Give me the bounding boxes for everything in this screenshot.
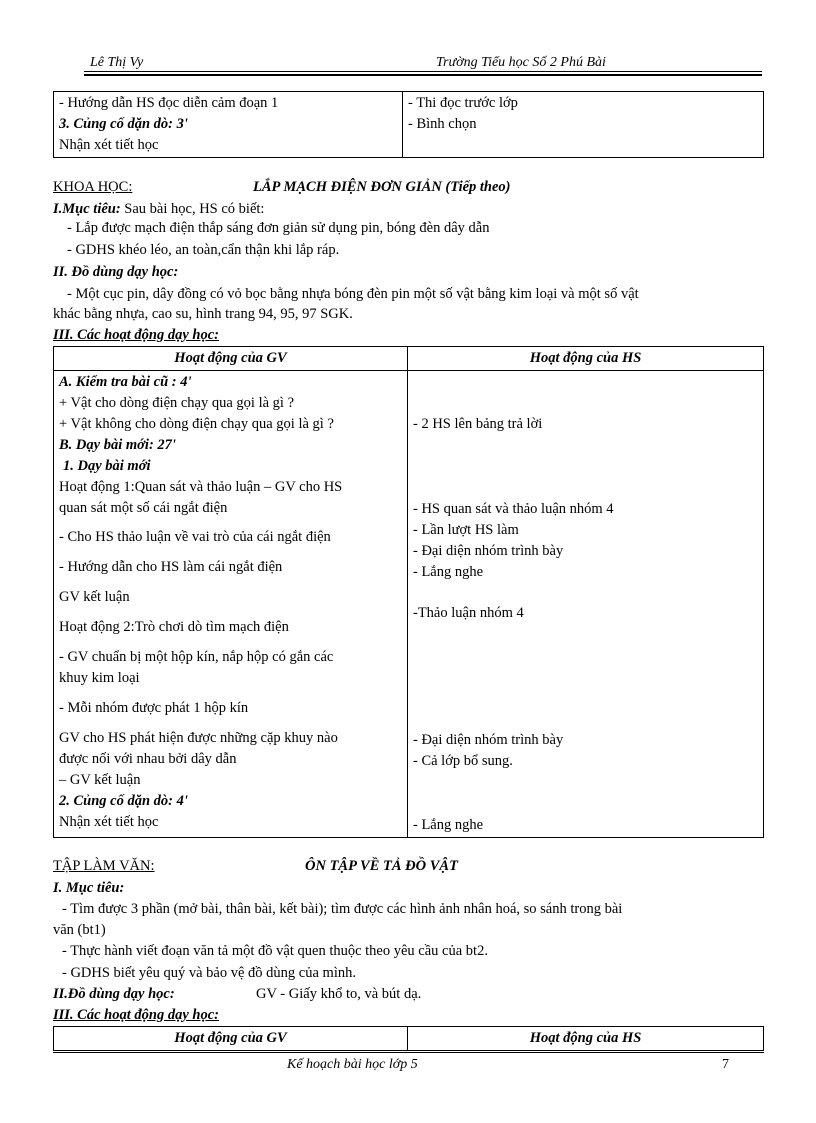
khoa-hoc-muc-tieu-item-1: - Lắp được mạch điện thắp sáng đơn giản sử dụng pin, bóng đèn dây dẫn [67,220,490,236]
header-rule-thin [84,71,762,72]
khoa-hoc-do-dung-line-1: - Một cục pin, dây đồng có vỏ bọc bằng nhựa bóng đèn pin một số vật bằng kim loại và một số vật [67,286,639,302]
gv-line-1: A. Kiểm tra bài cũ : 4' [59,374,192,390]
gv-line-14: - Mỗi nhóm được phát 1 hộp kín [59,700,249,716]
khoa-hoc-hoat-dong-label: III. Các hoạt động dạy học: [53,327,219,343]
tap-lam-van-header-hs: Hoạt động của HS [408,1027,764,1052]
gv-line-16: được nối với nhau bởi dây dẫn [59,751,237,767]
tap-lam-van-title: ÔN TẬP VỀ TẢ ĐỒ VẬT [305,858,458,874]
khoa-hoc-do-dung-line-2: khác bằng nhựa, cao su, hình trang 94, 95, 97 SGK. [53,306,353,322]
gv-line-6: Hoạt động 1:Quan sát và thảo luận – GV cho HS [59,479,343,495]
khoa-hoc-subject: KHOA HỌC [53,179,129,195]
header-rule-thick [84,74,762,76]
gv-line-11: Hoạt động 2:Trò chơi dò tìm mạch điện [59,619,289,635]
hs-line-1: - 2 HS lên bảng trả lời [413,416,543,432]
gv-line-19: Nhận xét tiết học [59,814,159,830]
tap-lam-van-muc-tieu-label: I. Mục tiêu: [53,880,125,896]
tap-lam-van-subject: TẬP LÀM VĂN [53,858,151,874]
gv-line-4: B. Dạy bài mới: 27' [59,437,176,453]
tap-lam-van-do-dung-text: GV - Giấy khổ to, và bút dạ. [256,986,422,1002]
tap-lam-van-item-2: văn (bt1) [53,922,106,938]
gv-line-10: GV kết luận [59,589,130,605]
khoa-hoc-muc-tieu [53,201,264,218]
top-right-line-1: - Thi đọc trước lớp [408,95,518,111]
tap-lam-van-do-dung-label: II.Đồ dùng dạy học: [53,986,175,1002]
khoa-hoc-muc-tieu-item-2: - GDHS khéo léo, an toàn,cẩn thận khi lắp ráp. [67,242,340,258]
tap-lam-van-table-header [53,1026,764,1053]
footer-center: Kế hoạch bài học lớp 5 [287,1057,418,1072]
top-left-line-1: - Hướng dẫn HS đọc diễn cảm đoạn 1 [59,95,279,111]
top-left-line-3: Nhận xét tiết học [59,137,159,153]
tap-lam-van-subject-wrap: TẬP LÀM VĂN: [53,858,155,874]
khoa-hoc-muc-tieu-label: I.Mục tiêu: [53,201,121,217]
tap-lam-van-item-1: - Tìm được 3 phần (mở bài, thân bài, kết bài); tìm được các hình ảnh nhân hoá, so sánh trong bài [62,901,623,917]
top-continuation-table [53,91,764,158]
top-table-left-cell [54,92,403,158]
khoa-hoc-header-hs: Hoạt động của HS [408,347,764,371]
top-right-line-2: - Bình chọn [408,116,477,132]
khoa-hoc-subject-wrap: KHOA HỌC: [53,179,133,195]
tap-lam-van-item-3: - Thực hành viết đoạn văn tả một đồ vật quen thuộc theo yêu cầu của bt2. [62,943,488,959]
tap-lam-van-item-4: - GDHS biết yêu quý và bảo vệ đồ dùng của mình. [62,965,356,981]
gv-line-3: + Vật không cho dòng điện chạy qua gọi là gì ? [59,416,334,432]
khoa-hoc-do-dung-label: II. Đồ dùng dạy học: [53,264,179,280]
hs-line-7: - Đại diện nhóm trình bày [413,732,564,748]
gv-line-5: 1. Dạy bài mới [63,458,151,474]
gv-line-7: quan sát một số cái ngắt điện [59,500,228,516]
khoa-hoc-muc-tieu-intro: Sau bài học, HS có biết: [124,201,265,217]
khoa-hoc-header-gv: Hoạt động của GV [54,347,408,371]
khoa-hoc-activity-table [53,346,764,838]
gv-line-12: - GV chuẩn bị một hộp kín, nắp hộp có gắn các [59,649,334,665]
hs-line-6: -Thảo luận nhóm 4 [413,605,524,621]
hs-line-8: - Cả lớp bổ sung. [413,753,513,769]
hs-line-9: - Lắng nghe [413,817,484,833]
hs-line-5: - Lắng nghe [413,564,484,580]
gv-line-17: – GV kết luận [59,772,141,788]
hs-line-2: - HS quan sát và thảo luận nhóm 4 [413,501,614,517]
hs-line-4: - Đại diện nhóm trình bày [413,543,564,559]
khoa-hoc-title: LẮP MẠCH ĐIỆN ĐƠN GIẢN (Tiếp theo) [253,179,511,195]
tap-lam-van-header-gv: Hoạt động của GV [54,1027,408,1052]
gv-line-15: GV cho HS phát hiện được những cặp khuy nào [59,730,338,746]
footer-page-number: 7 [722,1057,729,1072]
gv-line-18: 2. Củng cố dặn dò: 4' [59,793,188,809]
hs-line-3: - Lần lượt HS làm [413,522,519,538]
top-left-line-2: 3. Củng cố dặn dò: 3' [59,116,188,132]
gv-line-8: - Cho HS thảo luận về vai trò của cái ngắt điện [59,529,331,545]
gv-line-13: khuy kim loại [59,670,140,686]
top-table-right-cell [403,92,764,158]
khoa-hoc-hs-column [408,371,764,838]
tap-lam-van-hoat-dong-label: III. Các hoạt động dạy học: [53,1007,219,1023]
header-school: Trường Tiểu học Số 2 Phú Bài [436,55,606,70]
gv-line-9: - Hướng dẫn cho HS làm cái ngắt điện [59,559,283,575]
header-teacher: Lê Thị Vy [90,55,144,70]
khoa-hoc-gv-column [54,371,408,838]
gv-line-2: + Vật cho dòng điện chạy qua gọi là gì ? [59,395,295,411]
